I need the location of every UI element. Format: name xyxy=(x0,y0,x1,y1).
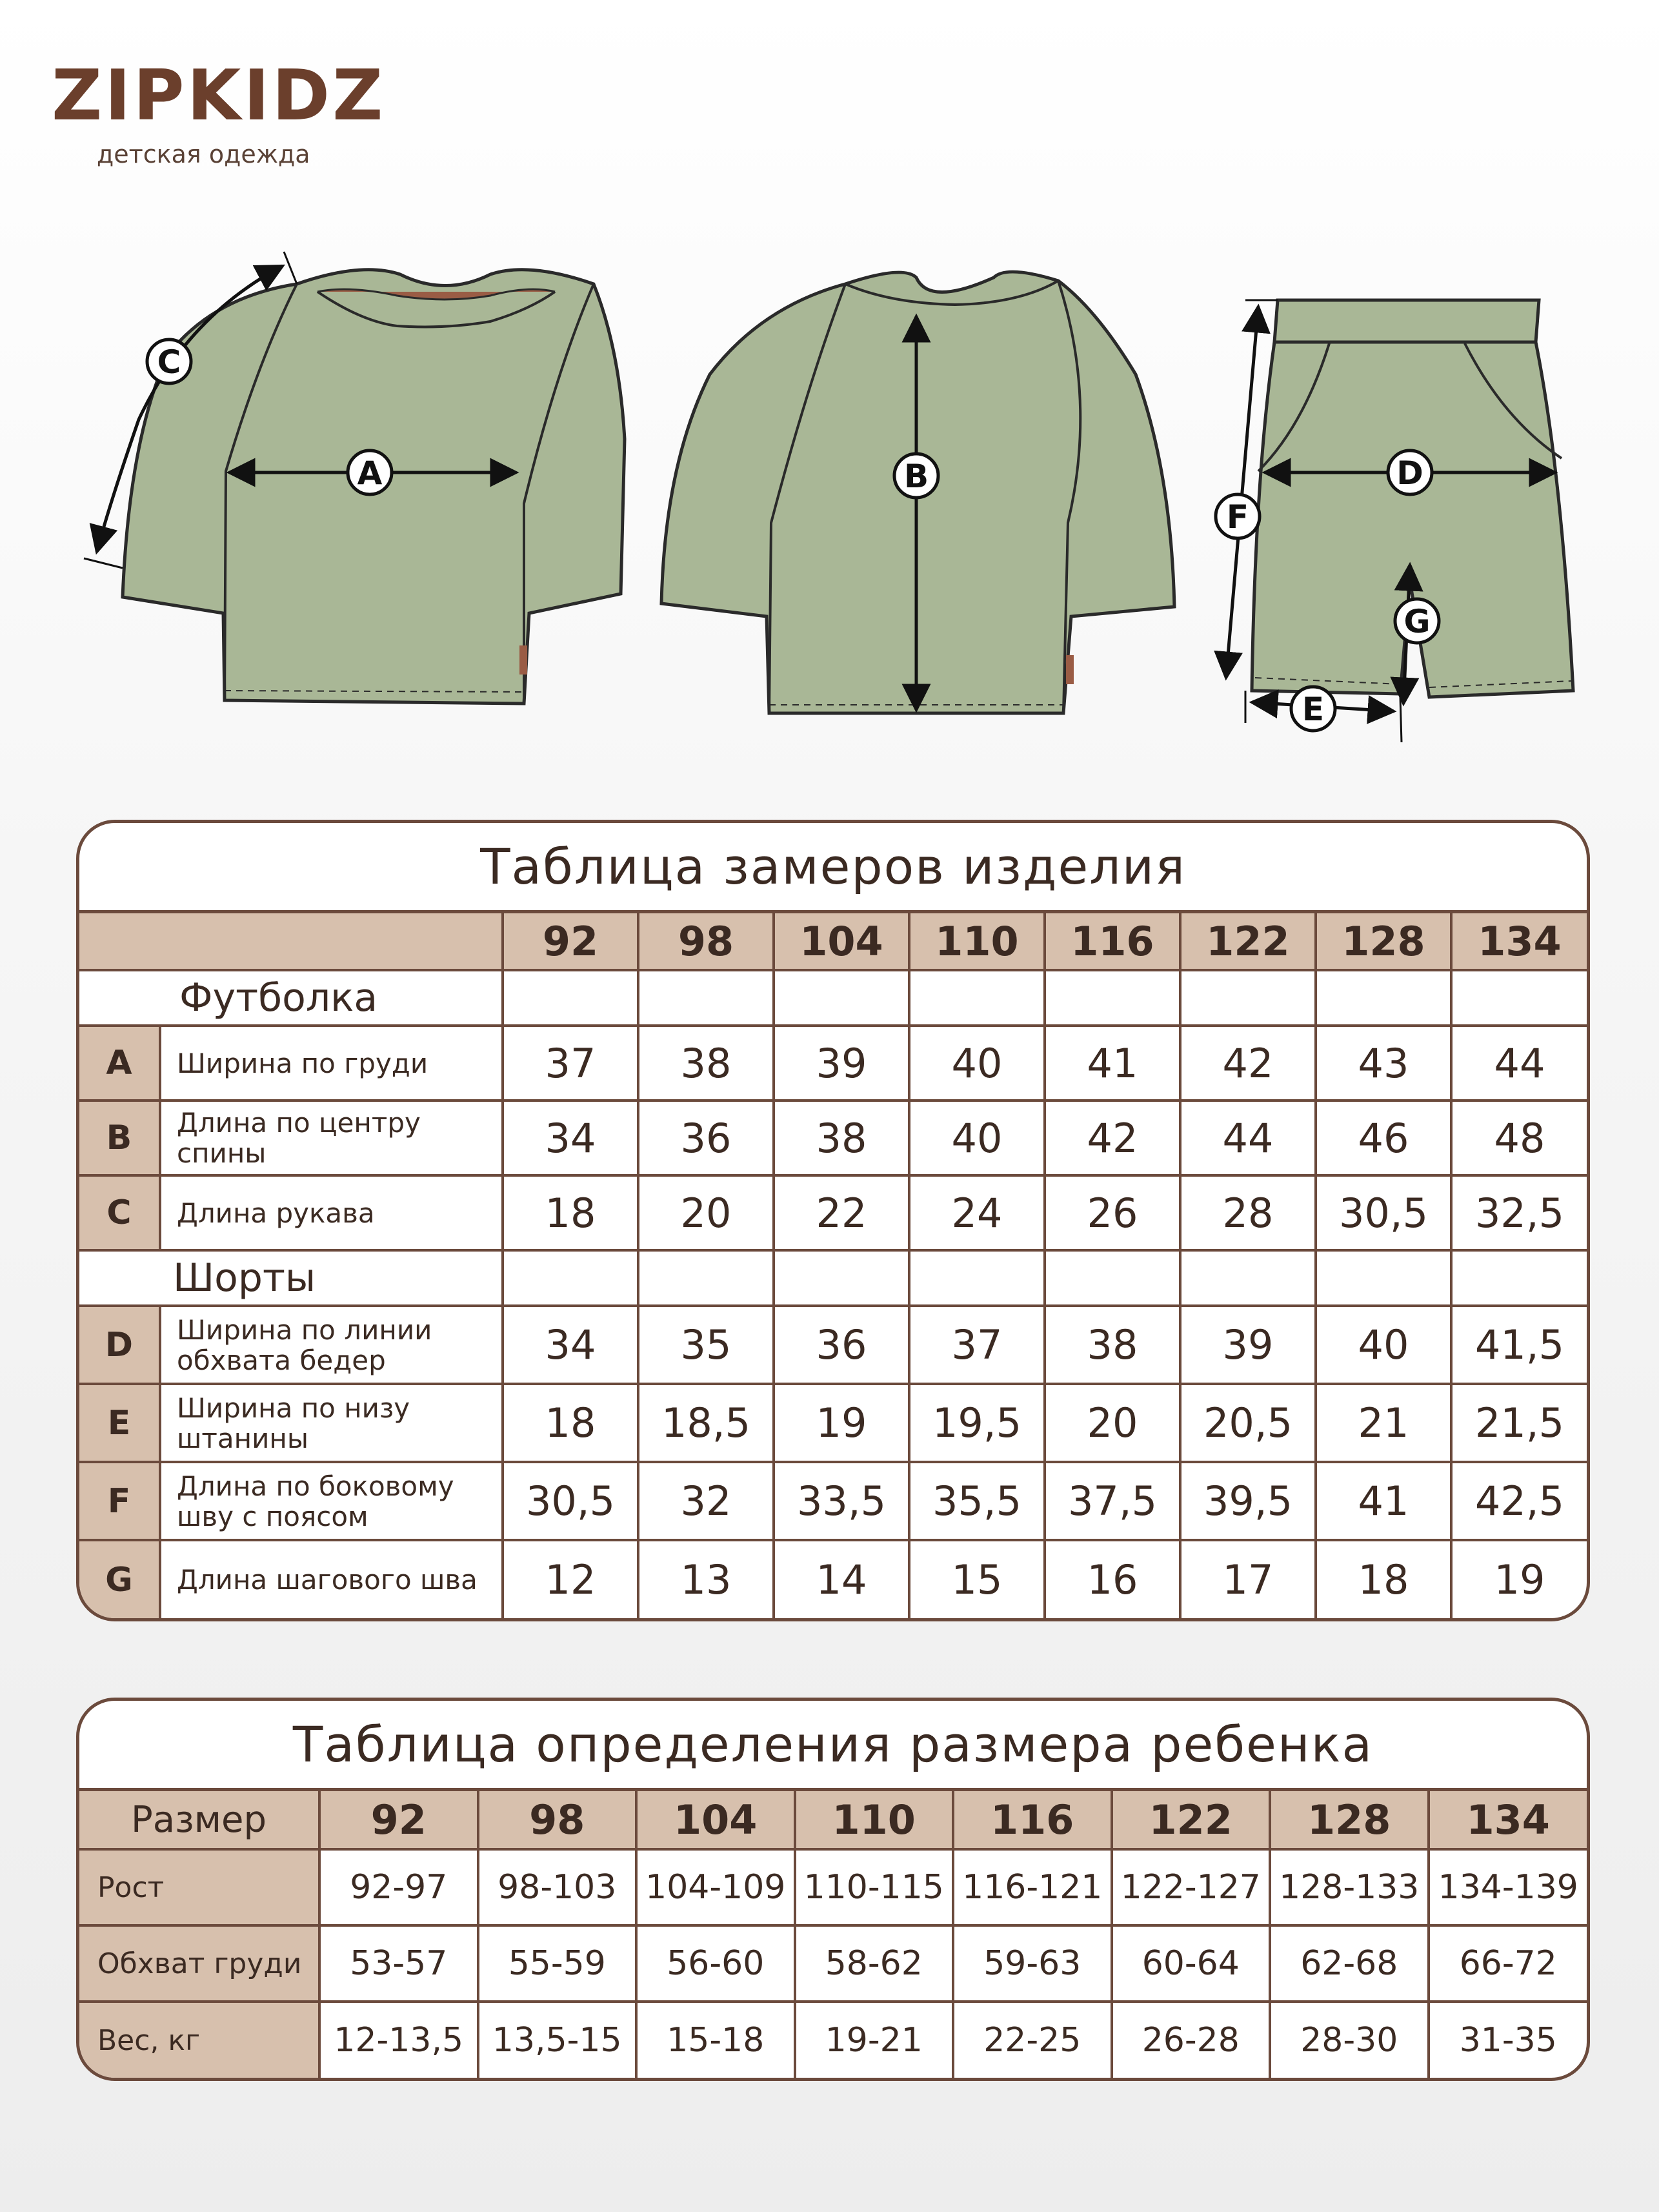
cell-value: 16 xyxy=(1045,1540,1180,1618)
cell-value: 58-62 xyxy=(795,1925,954,2002)
cell-value: 17 xyxy=(1180,1540,1316,1618)
cell-value: 36 xyxy=(774,1306,909,1384)
cell-value: 32 xyxy=(638,1462,774,1540)
cell-value: 24 xyxy=(909,1175,1045,1250)
size-header: 98 xyxy=(478,1791,637,1849)
section-name-tshirt: Футболка xyxy=(79,970,503,1026)
cell-value: 14 xyxy=(774,1540,909,1618)
cell-value: 42 xyxy=(1180,1026,1316,1101)
size-chart-table xyxy=(76,1698,1590,2081)
size-header: 110 xyxy=(795,1791,954,1849)
cell-value: 30,5 xyxy=(503,1462,638,1540)
cell-value: 41,5 xyxy=(1451,1306,1587,1384)
cell-value: 41 xyxy=(1316,1462,1451,1540)
size-header: 92 xyxy=(319,1791,478,1849)
cell-value: 19 xyxy=(774,1384,909,1462)
cell-value: 41 xyxy=(1045,1026,1180,1101)
brand-logo xyxy=(52,56,386,168)
cell-value: 134-139 xyxy=(1429,1849,1587,1925)
table-row xyxy=(79,1306,1587,1384)
section-row-shorts xyxy=(79,1250,1587,1306)
label-e: E xyxy=(1302,691,1325,728)
cell-value: 19-21 xyxy=(795,2002,954,2078)
row-label: Обхват груди xyxy=(79,1925,319,2002)
cell-value: 20 xyxy=(638,1175,774,1250)
cell-value: 42,5 xyxy=(1451,1462,1587,1540)
cell-value: 37 xyxy=(503,1026,638,1101)
cell-value: 21 xyxy=(1316,1384,1451,1462)
cell-value: 31-35 xyxy=(1429,2002,1587,2078)
cell-value: 34 xyxy=(503,1306,638,1384)
table-row xyxy=(79,1101,1587,1175)
size-header: 128 xyxy=(1316,913,1451,970)
cell-value: 15-18 xyxy=(636,2002,795,2078)
sizes-header-row xyxy=(79,913,1587,970)
cell-value: 66-72 xyxy=(1429,1925,1587,2002)
size-header: 128 xyxy=(1270,1791,1429,1849)
size-header: 122 xyxy=(1112,1791,1271,1849)
size-header: 98 xyxy=(638,913,774,970)
cell-value: 36 xyxy=(638,1101,774,1175)
table-row xyxy=(79,1026,1587,1101)
measurements-table xyxy=(76,820,1590,1621)
cell-value: 28 xyxy=(1180,1175,1316,1250)
label-f: F xyxy=(1226,498,1249,536)
cell-value: 46 xyxy=(1316,1101,1451,1175)
cell-value: 40 xyxy=(909,1026,1045,1101)
size-header: 104 xyxy=(774,913,909,970)
cell-value: 55-59 xyxy=(478,1925,637,2002)
cell-value: 53-57 xyxy=(319,1925,478,2002)
cell-value: 18 xyxy=(503,1175,638,1250)
row-letter: C xyxy=(79,1175,160,1250)
measurements-title: Таблица замеров изделия xyxy=(79,823,1587,913)
cell-value: 19 xyxy=(1451,1540,1587,1618)
cell-value: 34 xyxy=(503,1101,638,1175)
cell-value: 20,5 xyxy=(1180,1384,1316,1462)
size-header: 116 xyxy=(953,1791,1112,1849)
size-header: 122 xyxy=(1180,913,1316,970)
row-label: Длина шагового шва xyxy=(160,1540,503,1618)
cell-value: 19,5 xyxy=(909,1384,1045,1462)
row-label: Вес, кг xyxy=(79,2002,319,2078)
size-chart-title: Таблица определения размера ребенка xyxy=(79,1701,1587,1791)
cell-value: 39 xyxy=(1180,1306,1316,1384)
row-label: Ширина по груди xyxy=(160,1026,503,1101)
label-d: D xyxy=(1396,454,1423,492)
cell-value: 20 xyxy=(1045,1384,1180,1462)
cell-value: 28-30 xyxy=(1270,2002,1429,2078)
cell-value: 12-13,5 xyxy=(319,2002,478,2078)
row-letter: A xyxy=(79,1026,160,1101)
row-letter: F xyxy=(79,1462,160,1540)
cell-value: 12 xyxy=(503,1540,638,1618)
size-header: 116 xyxy=(1045,913,1180,970)
section-name-shorts: Шорты xyxy=(79,1250,503,1306)
cell-value: 116-121 xyxy=(953,1849,1112,1925)
cell-value: 26-28 xyxy=(1112,2002,1271,2078)
cell-value: 122-127 xyxy=(1112,1849,1271,1925)
cell-value: 59-63 xyxy=(953,1925,1112,2002)
size-header: 134 xyxy=(1451,913,1587,970)
shorts-drawing xyxy=(1216,300,1573,742)
cell-value: 37,5 xyxy=(1045,1462,1180,1540)
cell-value: 39 xyxy=(774,1026,909,1101)
cell-value: 35 xyxy=(638,1306,774,1384)
cell-value: 21,5 xyxy=(1451,1384,1587,1462)
cell-value: 48 xyxy=(1451,1101,1587,1175)
brand-name: ZIPKIDZ xyxy=(52,56,386,136)
cell-value: 18 xyxy=(503,1384,638,1462)
cell-value: 40 xyxy=(1316,1306,1451,1384)
row-letter: B xyxy=(79,1101,160,1175)
row-label: Рост xyxy=(79,1849,319,1925)
size-header: 110 xyxy=(909,913,1045,970)
size-chart-header-row xyxy=(79,1791,1587,1849)
table-row xyxy=(79,1384,1587,1462)
label-c: C xyxy=(157,343,181,381)
tshirt-front-drawing xyxy=(84,252,625,704)
row-label: Ширина по линии обхвата бедер xyxy=(160,1306,503,1384)
size-header-label: Размер xyxy=(79,1791,319,1849)
tshirt-back-drawing xyxy=(661,272,1174,713)
cell-value: 32,5 xyxy=(1451,1175,1587,1250)
cell-value: 38 xyxy=(774,1101,909,1175)
cell-value: 35,5 xyxy=(909,1462,1045,1540)
cell-value: 44 xyxy=(1180,1101,1316,1175)
row-label: Длина рукава xyxy=(160,1175,503,1250)
cell-value: 15 xyxy=(909,1540,1045,1618)
section-row-tshirt xyxy=(79,970,1587,1026)
row-label: Длина по центру спины xyxy=(160,1101,503,1175)
table-row xyxy=(79,2002,1587,2078)
row-letter: D xyxy=(79,1306,160,1384)
cell-value: 104-109 xyxy=(636,1849,795,1925)
cell-value: 44 xyxy=(1451,1026,1587,1101)
cell-value: 62-68 xyxy=(1270,1925,1429,2002)
label-g: G xyxy=(1403,603,1431,640)
size-header: 134 xyxy=(1429,1791,1587,1849)
table-row xyxy=(79,1462,1587,1540)
header-corner xyxy=(79,913,503,970)
cell-value: 110-115 xyxy=(795,1849,954,1925)
cell-value: 13,5-15 xyxy=(478,2002,637,2078)
row-label: Ширина по низу штанины xyxy=(160,1384,503,1462)
row-letter: G xyxy=(79,1540,160,1618)
cell-value: 92-97 xyxy=(319,1849,478,1925)
size-header: 104 xyxy=(636,1791,795,1849)
cell-value: 40 xyxy=(909,1101,1045,1175)
label-a: A xyxy=(357,454,383,492)
cell-value: 98-103 xyxy=(478,1849,637,1925)
cell-value: 128-133 xyxy=(1270,1849,1429,1925)
cell-value: 26 xyxy=(1045,1175,1180,1250)
cell-value: 39,5 xyxy=(1180,1462,1316,1540)
row-label: Длина по боковому шву с поясом xyxy=(160,1462,503,1540)
cell-value: 42 xyxy=(1045,1101,1180,1175)
cell-value: 43 xyxy=(1316,1026,1451,1101)
label-b: B xyxy=(903,458,929,495)
row-letter: E xyxy=(79,1384,160,1462)
cell-value: 22 xyxy=(774,1175,909,1250)
brand-tagline: детская одежда xyxy=(97,140,310,168)
garment-diagrams xyxy=(0,245,1659,762)
table-row xyxy=(79,1925,1587,2002)
table-row xyxy=(79,1175,1587,1250)
cell-value: 30,5 xyxy=(1316,1175,1451,1250)
cell-value: 38 xyxy=(638,1026,774,1101)
cell-value: 13 xyxy=(638,1540,774,1618)
size-header: 92 xyxy=(503,913,638,970)
cell-value: 37 xyxy=(909,1306,1045,1384)
cell-value: 22-25 xyxy=(953,2002,1112,2078)
cell-value: 38 xyxy=(1045,1306,1180,1384)
table-row xyxy=(79,1540,1587,1618)
cell-value: 33,5 xyxy=(774,1462,909,1540)
cell-value: 60-64 xyxy=(1112,1925,1271,2002)
cell-value: 56-60 xyxy=(636,1925,795,2002)
cell-value: 18,5 xyxy=(638,1384,774,1462)
cell-value: 18 xyxy=(1316,1540,1451,1618)
table-row xyxy=(79,1849,1587,1925)
